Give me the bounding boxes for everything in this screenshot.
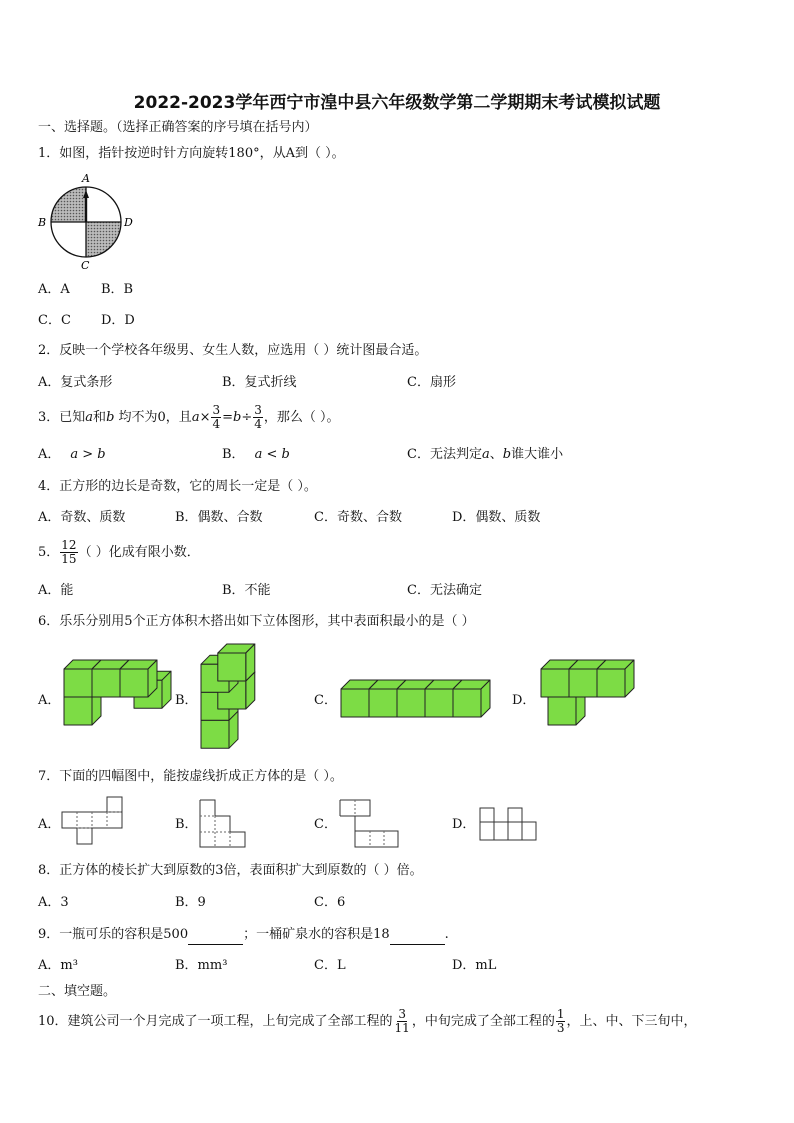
q2-option-c[interactable]: C．扇形 xyxy=(407,375,456,390)
cube-figure-b[interactable] xyxy=(201,644,281,764)
fraction: $\frac{3}{4}$ xyxy=(254,403,262,431)
q3-option-a[interactable]: A． a > b xyxy=(38,447,106,462)
fraction: $\frac{12}{15}$ xyxy=(61,538,77,566)
cube xyxy=(453,680,490,717)
q8-option-b[interactable]: B．9 xyxy=(175,895,206,910)
q3-option-c[interactable]: C．无法判定a、b谁大谁小 xyxy=(407,447,564,462)
q8-option-c[interactable]: C．6 xyxy=(314,895,346,910)
q2-option-a[interactable]: A．复式条形 xyxy=(38,375,113,390)
page-title: 2022-2023学年西宁市湟中县六年级数学第二学期期末考试模拟试题 xyxy=(133,93,661,113)
fraction: $\frac{3}{4}$ xyxy=(212,403,221,431)
q4-option-b[interactable]: B．偶数、合数 xyxy=(175,510,263,525)
question-8-text: 8．正方体的棱长扩大到原数的3倍，表面积扩大到原数的（ ）倍。 xyxy=(38,863,423,878)
dial-label-d: D xyxy=(124,216,133,229)
section-heading-choice: 一、选择题。（选择正确答案的序号填在括号内） xyxy=(38,120,318,135)
q7-label-d[interactable]: D． xyxy=(452,817,476,832)
question-9-text: 9．一瓶可乐的容积是500 ；一桶矿泉水的容积是18 . xyxy=(38,926,449,945)
q1-option-b[interactable]: B．B xyxy=(101,282,134,297)
cube xyxy=(218,644,255,681)
fraction: $\frac{3}{11}$ xyxy=(394,1007,410,1035)
q5-option-b[interactable]: B．不能 xyxy=(222,583,271,598)
dial-label-a: A xyxy=(82,172,90,185)
section-heading-fill: 二、填空题。 xyxy=(38,984,117,999)
q4-option-a[interactable]: A．奇数、质数 xyxy=(38,510,126,525)
q9-option-a[interactable]: A．m³ xyxy=(38,958,78,973)
q6-label-c[interactable]: C． xyxy=(314,693,337,708)
q1-option-a[interactable]: A．A xyxy=(38,282,70,297)
question-10-text: 10．建筑公司一个月完成了一项工程，上旬完成了全部工程的 $\frac{3}{11}$ ，中旬完成了全部工程的 $\frac{1}{3}$ ，上、中、下三旬中， xyxy=(38,1007,697,1035)
q2-option-b[interactable]: B．复式折线 xyxy=(222,375,297,390)
q9-option-c[interactable]: C．L xyxy=(314,958,346,973)
q5-option-a[interactable]: A．能 xyxy=(38,583,74,598)
q5-option-c[interactable]: C．无法确定 xyxy=(407,583,482,598)
q3-option-b[interactable]: B． a < b xyxy=(222,447,290,462)
cube-figure-c[interactable] xyxy=(341,680,501,726)
question-5-text: 5． $\frac{12}{15}$ （ ）化成有限小数． xyxy=(38,538,200,566)
net-figure-a[interactable] xyxy=(62,797,124,845)
q8-option-a[interactable]: A．3 xyxy=(38,895,69,910)
q6-label-a[interactable]: A． xyxy=(38,693,61,708)
net-figure-b[interactable] xyxy=(200,800,248,848)
q1-option-d[interactable]: D．D xyxy=(101,313,135,328)
cube xyxy=(120,660,157,697)
dial-label-b: B xyxy=(38,216,47,229)
q4-option-c[interactable]: C．奇数、合数 xyxy=(314,510,402,525)
question-6-text: 6．乐乐分别用5个正方体积木搭出如下立体图形，其中表面积最小的是（ ） xyxy=(38,614,475,629)
q6-label-b[interactable]: B． xyxy=(175,693,198,708)
cube xyxy=(597,660,634,697)
q7-label-a[interactable]: A． xyxy=(38,817,61,832)
question-1-text: 1．如图，指针按逆时针方向旋转180°，从A到（ ）。 xyxy=(38,146,345,161)
q7-label-c[interactable]: C． xyxy=(314,817,337,832)
dial-label-c: C xyxy=(81,259,90,272)
q9-option-d[interactable]: D．mL xyxy=(452,958,497,973)
question-7-text: 7．下面的四幅图中，能按虚线折成正方体的是（ ）。 xyxy=(38,769,343,784)
cube-figure-d[interactable] xyxy=(541,660,621,740)
fraction: $\frac{1}{3}$ xyxy=(556,1007,565,1035)
question-4-text: 4．正方形的边长是奇数，它的周长一定是（ ）。 xyxy=(38,479,317,494)
cube-figure-a[interactable] xyxy=(64,660,164,750)
q1-option-c[interactable]: C．C xyxy=(38,313,71,328)
q6-label-d[interactable]: D． xyxy=(512,693,536,708)
net-figure-d[interactable] xyxy=(480,806,538,842)
q9-option-b[interactable]: B．mm³ xyxy=(175,958,228,973)
answer-blank[interactable] xyxy=(188,926,243,945)
clock-dial-figure xyxy=(36,170,136,270)
question-2-text: 2．反映一个学校各年级男、女生人数，应选用（ ）统计图最合适。 xyxy=(38,343,428,358)
answer-blank[interactable] xyxy=(390,926,445,945)
question-3-text: 3．已知a和b 均不为0，且a× $\frac{3}{4}$ =b÷ $\frac{3}{4}$ ，那么（ ）。 xyxy=(38,403,340,431)
q7-label-b[interactable]: B． xyxy=(175,817,198,832)
net-figure-c[interactable] xyxy=(340,800,400,848)
q4-option-d[interactable]: D．偶数、质数 xyxy=(452,510,541,525)
